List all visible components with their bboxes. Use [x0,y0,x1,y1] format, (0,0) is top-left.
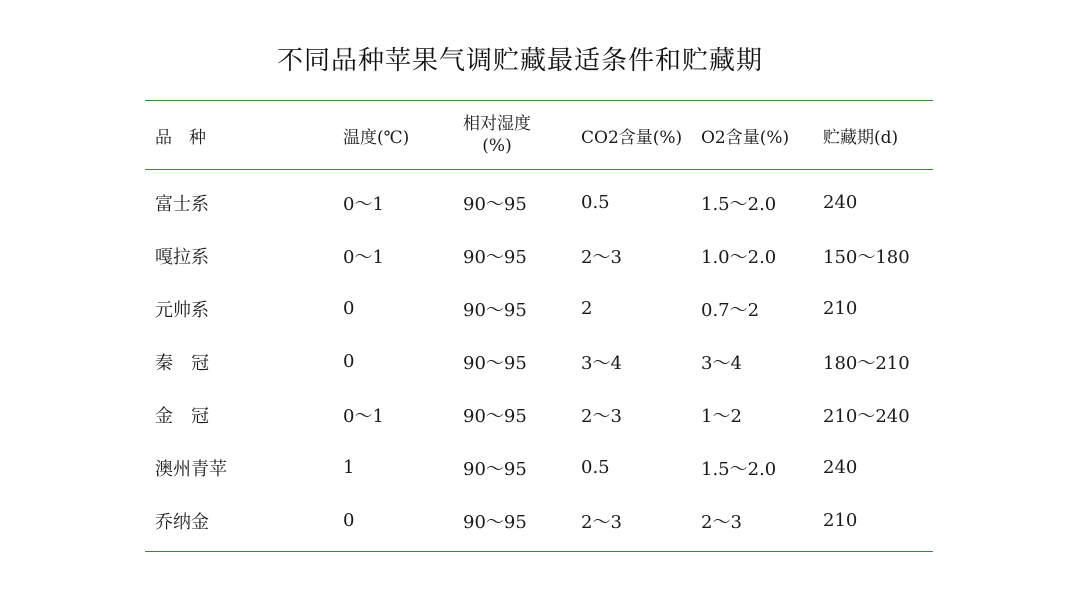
cell-humidity: 90～95 [463,299,527,321]
cell-storage-period: 210 [823,298,858,319]
header-humidity [463,101,531,169]
cell-o2: 1.5～2.0 [701,458,777,480]
cell-storage-period: 150～180 [823,246,910,268]
cell-co2: 0.5 [581,192,610,213]
table-row [145,335,933,388]
cell-o2: 1.0～2.0 [701,246,777,268]
table-row [145,176,933,229]
header-temperature: 温度(℃) [343,127,410,148]
cell-o2: 0.7～2 [701,299,760,321]
header-humidity-line1: 相对湿度 [463,113,531,134]
cell-temperature: 0 [343,351,355,372]
cell-temperature: 0～1 [343,405,384,427]
table-header-row [145,101,933,169]
page-title: 不同品种苹果气调贮藏最适条件和贮藏期 [276,46,763,76]
cell-humidity: 90～95 [463,352,527,374]
cell-variety: 澳州青苹 [155,458,227,480]
cell-o2: 2～3 [701,511,742,533]
cell-variety: 秦 冠 [155,352,209,374]
cell-temperature: 0～1 [343,193,384,215]
cell-co2: 2～3 [581,511,622,533]
cell-co2: 2～3 [581,246,622,268]
cell-humidity: 90～95 [463,246,527,268]
cell-humidity: 90～95 [463,458,527,480]
header-storage-period: 贮藏期(d) [823,127,899,148]
cell-variety: 金 冠 [155,405,209,427]
cell-storage-period: 210～240 [823,405,910,427]
cell-co2: 2～3 [581,405,622,427]
cell-variety: 富士系 [155,193,209,215]
cell-co2: 3～4 [581,352,622,374]
cell-variety: 嘎拉系 [155,246,209,268]
cell-variety: 元帅系 [155,299,209,321]
table-row [145,441,933,494]
cell-o2: 3～4 [701,352,742,374]
cell-humidity: 90～95 [463,405,527,427]
table-row [145,388,933,441]
table-row [145,494,933,547]
cell-temperature: 0～1 [343,246,384,268]
table-bottom-rule [145,551,933,552]
cell-co2: 0.5 [581,457,610,478]
cell-o2: 1～2 [701,405,742,427]
cell-humidity: 90～95 [463,193,527,215]
cell-temperature: 1 [343,457,355,478]
cell-humidity: 90～95 [463,511,527,533]
header-humidity-line2: (%) [482,136,512,156]
storage-conditions-table [145,100,933,552]
cell-storage-period: 180～210 [823,352,910,374]
cell-temperature: 0 [343,510,355,531]
table-row [145,282,933,335]
table-row [145,229,933,282]
cell-variety: 乔纳金 [155,511,209,533]
header-o2: O2含量(%) [701,127,790,148]
header-variety: 品 种 [155,127,206,148]
table-body [145,170,933,551]
cell-storage-period: 210 [823,510,858,531]
cell-o2: 1.5～2.0 [701,193,777,215]
header-co2: CO2含量(%) [581,127,683,148]
cell-storage-period: 240 [823,192,858,213]
cell-temperature: 0 [343,298,355,319]
cell-storage-period: 240 [823,457,858,478]
cell-co2: 2 [581,298,593,319]
